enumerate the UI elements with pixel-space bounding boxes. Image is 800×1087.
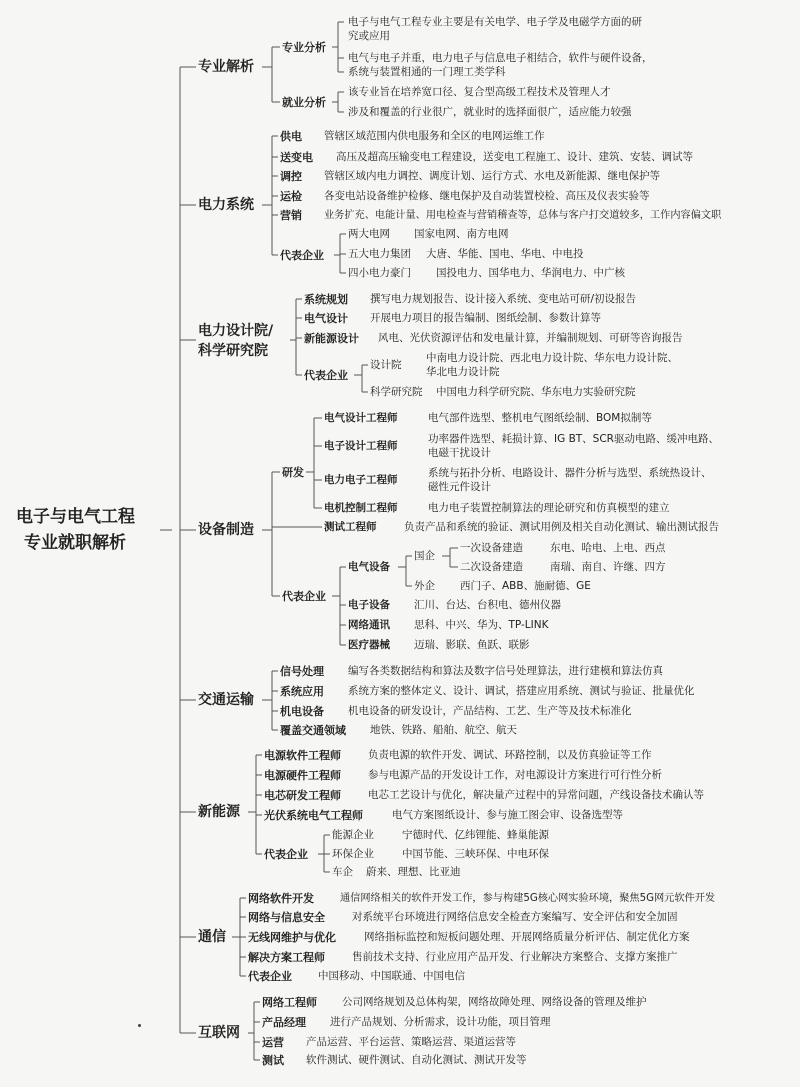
equip-ed-d1: 功率器件选型、耗损计算、IG BT、SCR驱动电路、缓冲电路、 bbox=[428, 433, 719, 445]
root-title-line1: 电子与电气工程 bbox=[16, 507, 135, 527]
major-analysis-d2a: 电气与电子并重，电力电子与信息电子相结合，软件与硬件设备， bbox=[348, 52, 653, 64]
design-newenergy-label: 新能源设计 bbox=[304, 332, 359, 345]
power-supply-desc: 管辖区域范围内供电服务和全区的电网运维工作 bbox=[324, 130, 545, 142]
telecom-nsd-label: 网络软件开发 bbox=[248, 892, 314, 905]
section-internet: 互联网 bbox=[198, 1025, 240, 1041]
equip-ee-label: 电气设计工程师 bbox=[324, 412, 398, 424]
traffic-signal-desc: 编写各类数据结构和算法及数字信号处理算法，进行建模和算法仿真 bbox=[348, 665, 663, 677]
equip-second-tag: 二次设备建造 bbox=[460, 561, 523, 573]
root-title-line2: 专业就职解析 bbox=[24, 533, 126, 553]
newpower-hw-desc: 参与电源产品的开发设计工作，对电源设计方案进行可行性分析 bbox=[368, 769, 662, 781]
traffic-fields-label: 覆盖交通领域 bbox=[280, 724, 346, 737]
telecom-companies-desc: 中国移动、中国联通、中国电信 bbox=[318, 970, 465, 982]
newpower-cell-desc: 电芯工艺设计与优化，解决量产过程中的异常问题，产线设备技术确认等 bbox=[368, 789, 704, 801]
power-transform-label: 送变电 bbox=[280, 151, 313, 164]
design-sci-tag: 科学研究院 bbox=[370, 386, 423, 398]
traffic-system-desc: 系统方案的整体定义、设计、调试，搭建应用系统、测试与验证、批量优化 bbox=[348, 685, 695, 697]
equip-first-desc: 东电、哈电、上电、西点 bbox=[550, 542, 666, 554]
newpower-cell-label: 电芯研发工程师 bbox=[264, 789, 341, 802]
power-marketing-label: 营销 bbox=[280, 209, 302, 222]
section-design-line1: 电力设计院/ bbox=[198, 323, 274, 339]
section-power: 电力系统 bbox=[198, 197, 254, 213]
major-analysis-label: 专业分析 bbox=[282, 41, 326, 54]
major-analysis-d2b: 系统与装置相通的一门理工类学科 bbox=[348, 66, 506, 78]
equip-mc-label: 电机控制工程师 bbox=[324, 502, 398, 514]
internet-pm-desc: 进行产品规划、分析需求，设计功能，项目管理 bbox=[330, 1016, 551, 1028]
internet-pm-label: 产品经理 bbox=[262, 1016, 306, 1029]
power-grid-tag: 两大电网 bbox=[348, 228, 390, 240]
design-inst-d1: 中南电力设计院、西北电力设计院、华东电力设计院、 bbox=[426, 352, 678, 364]
newpower-sw-desc: 负责电源的软件开发、调试、环路控制，以及仿真验证等工作 bbox=[368, 749, 652, 761]
equip-network-label: 网络通讯 bbox=[348, 619, 390, 631]
newpower-pv-desc: 电气方案图纸设计、参与施工图会审、设备选型等 bbox=[392, 809, 623, 821]
equip-medical-desc: 迈瑞、影联、鱼跃、联影 bbox=[414, 639, 530, 651]
stray-dot bbox=[138, 1024, 141, 1027]
power-supply-label: 供电 bbox=[280, 130, 302, 143]
major-employment-d1: 该专业旨在培养宽口径、复合型高级工程技术及管理人才 bbox=[348, 86, 611, 98]
power-companies-label: 代表企业 bbox=[280, 249, 324, 262]
telecom-solution-desc: 售前技术支持、行业应用产品开发、行业解决方案整合、支撑方案推广 bbox=[352, 951, 678, 963]
section-major: 专业解析 bbox=[198, 59, 254, 75]
power-marketing-desc: 业务扩充、电能计量、用电检查与营销稽查等，总体与客户打交道较多，工作内容偏文职 bbox=[324, 210, 722, 221]
equip-pe-d1: 系统与拓扑分析、电路设计、器件分析与选型、系统热设计、 bbox=[428, 467, 712, 479]
design-inst-tag: 设计院 bbox=[370, 359, 402, 371]
traffic-system-label: 系统应用 bbox=[280, 685, 324, 698]
power-five-tag: 五大电力集团 bbox=[348, 248, 411, 260]
newpower-car-tag: 车企 bbox=[332, 866, 353, 878]
power-dispatch-label: 调控 bbox=[280, 170, 302, 183]
internet-test-label: 测试 bbox=[262, 1054, 284, 1067]
power-four-desc: 国投电力、国华电力、华润电力、中广核 bbox=[436, 267, 625, 279]
power-dispatch-desc: 管辖区域内电力调控、调度计划、运行方式、水电及新能源、继电保护等 bbox=[324, 170, 660, 182]
traffic-mech-label: 机电设备 bbox=[280, 705, 324, 718]
equip-ed-label: 电子设计工程师 bbox=[324, 440, 398, 452]
equip-electronic-desc: 汇川、台达、台积电、德州仪器 bbox=[414, 599, 561, 611]
newpower-env-desc: 中国节能、三峡环保、中电环保 bbox=[402, 848, 549, 860]
telecom-solution-label: 解决方案工程师 bbox=[248, 951, 325, 964]
telecom-sec-label: 网络与信息安全 bbox=[248, 911, 325, 924]
equip-electronic-label: 电子设备 bbox=[348, 599, 390, 611]
power-inspect-desc: 各变电站设备维护检修、继电保护及自动装置校检、高压及仪表实验等 bbox=[324, 190, 650, 202]
power-grid-desc: 国家电网、南方电网 bbox=[414, 228, 509, 240]
equip-pe-d2: 磁性元件设计 bbox=[428, 481, 491, 493]
equip-domestic-tag: 国企 bbox=[414, 550, 435, 562]
equip-foreign-desc: 西门子、ABB、施耐德、GE bbox=[460, 580, 591, 592]
section-telecom: 通信 bbox=[198, 929, 226, 945]
traffic-fields-desc: 地铁、铁路、船舶、航空、航天 bbox=[370, 724, 517, 736]
equip-ed-d2: 电磁干扰设计 bbox=[428, 447, 491, 459]
traffic-mech-desc: 机电设备的研发设计，产品结构、工艺、生产等及技术标准化 bbox=[348, 705, 632, 717]
internet-test-desc: 软件测试、硬件测试、自动化测试、测试开发等 bbox=[306, 1054, 527, 1066]
newpower-car-desc: 蔚来、理想、比亚迪 bbox=[366, 866, 461, 878]
section-traffic: 交通运输 bbox=[198, 692, 254, 708]
power-transform-desc: 高压及超高压输变电工程建设，送变电工程施工、设计、建筑、安装、调试等 bbox=[336, 151, 693, 163]
section-newpower: 新能源 bbox=[198, 804, 240, 820]
equip-ee-desc: 电气部件选型、整机电气图纸绘制、BOM拟制等 bbox=[428, 412, 652, 424]
power-four-tag: 四小电力豪门 bbox=[348, 267, 411, 279]
section-equipment: 设备制造 bbox=[198, 522, 254, 538]
equip-pe-label: 电力电子工程师 bbox=[324, 474, 398, 486]
power-inspect-label: 运检 bbox=[280, 190, 302, 203]
newpower-pv-label: 光伏系统电气工程师 bbox=[264, 809, 363, 822]
telecom-wireless-label: 无线网维护与优化 bbox=[248, 931, 336, 944]
equip-foreign-tag: 外企 bbox=[414, 580, 435, 592]
equip-first-tag: 一次设备建造 bbox=[460, 542, 523, 554]
equip-test-desc: 负责产品和系统的验证、测试用例及相关自动化测试、输出测试报告 bbox=[404, 521, 719, 533]
internet-neteng-label: 网络工程师 bbox=[262, 996, 317, 1009]
power-five-desc: 大唐、华能、国电、华电、中电投 bbox=[426, 248, 584, 260]
telecom-companies-label: 代表企业 bbox=[248, 970, 292, 983]
newpower-env-tag: 环保企业 bbox=[332, 848, 374, 860]
telecom-wireless-desc: 网络指标监控和短板问题处理、开展网络质量分析评估、制定优化方案 bbox=[364, 931, 690, 943]
major-employment-d2: 涉及和覆盖的行业很广，就业时的选择面很广，适应能力较强 bbox=[348, 106, 632, 118]
design-electrical-label: 电气设计 bbox=[304, 312, 348, 325]
design-planning-label: 系统规划 bbox=[304, 293, 348, 306]
newpower-energy-tag: 能源企业 bbox=[332, 829, 374, 841]
telecom-nsd-desc: 通信网络相关的软件开发工作，参与构建5G核心网实验环境，聚焦5G网元软件开发 bbox=[340, 893, 716, 904]
internet-neteng-desc: 公司网络规划及总体构架，网络故障处理、网络设备的管理及维护 bbox=[342, 996, 647, 1008]
design-electrical-desc: 开展电力项目的报告编制、图纸绘制、参数计算等 bbox=[370, 312, 601, 324]
equip-test-label: 测试工程师 bbox=[324, 521, 377, 533]
design-newenergy-desc: 风电、光伏资源评估和发电量计算，并编制规划、可研等咨询报告 bbox=[378, 332, 683, 344]
newpower-hw-label: 电源硬件工程师 bbox=[264, 769, 341, 782]
equip-rd-label: 研发 bbox=[282, 466, 304, 479]
equip-companies-label: 代表企业 bbox=[282, 590, 326, 603]
newpower-companies-label: 代表企业 bbox=[264, 848, 308, 861]
equip-medical-label: 医疗器械 bbox=[348, 639, 390, 651]
telecom-sec-desc: 对系统平台环境进行网络信息安全检查方案编写、安全评估和安全加固 bbox=[352, 911, 678, 923]
equip-mc-desc: 电力电子装置控制算法的理论研究和仿真模型的建立 bbox=[428, 502, 670, 514]
traffic-signal-label: 信号处理 bbox=[280, 665, 324, 678]
design-companies-label: 代表企业 bbox=[304, 369, 348, 382]
internet-ops-label: 运营 bbox=[262, 1036, 284, 1049]
design-planning-desc: 撰写电力规划报告、设计接入系统、变电站可研/初设报告 bbox=[370, 293, 637, 305]
newpower-energy-desc: 宁德时代、亿纬锂能、蜂巢能源 bbox=[402, 829, 549, 841]
equip-second-desc: 南瑞、南自、许继、四方 bbox=[550, 561, 666, 573]
equip-network-desc: 思科、中兴、华为、TP-LINK bbox=[414, 619, 549, 631]
major-analysis-d1b: 究或应用 bbox=[348, 30, 390, 42]
major-employment-label: 就业分析 bbox=[282, 96, 326, 109]
internet-ops-desc: 产品运营、平台运营、策略运营、渠道运营等 bbox=[306, 1036, 516, 1048]
equip-elec-label: 电气设备 bbox=[348, 561, 390, 573]
section-design-line2: 科学研究院 bbox=[198, 343, 268, 359]
major-analysis-d1a: 电子与电气工程专业主要是有关电学、电子学及电磁学方面的研 bbox=[348, 16, 642, 28]
newpower-sw-label: 电源软件工程师 bbox=[264, 749, 341, 762]
design-sci-desc: 中国电力科学研究院、华东电力实验研究院 bbox=[436, 386, 636, 398]
design-inst-d2: 华北电力设计院 bbox=[426, 366, 500, 378]
